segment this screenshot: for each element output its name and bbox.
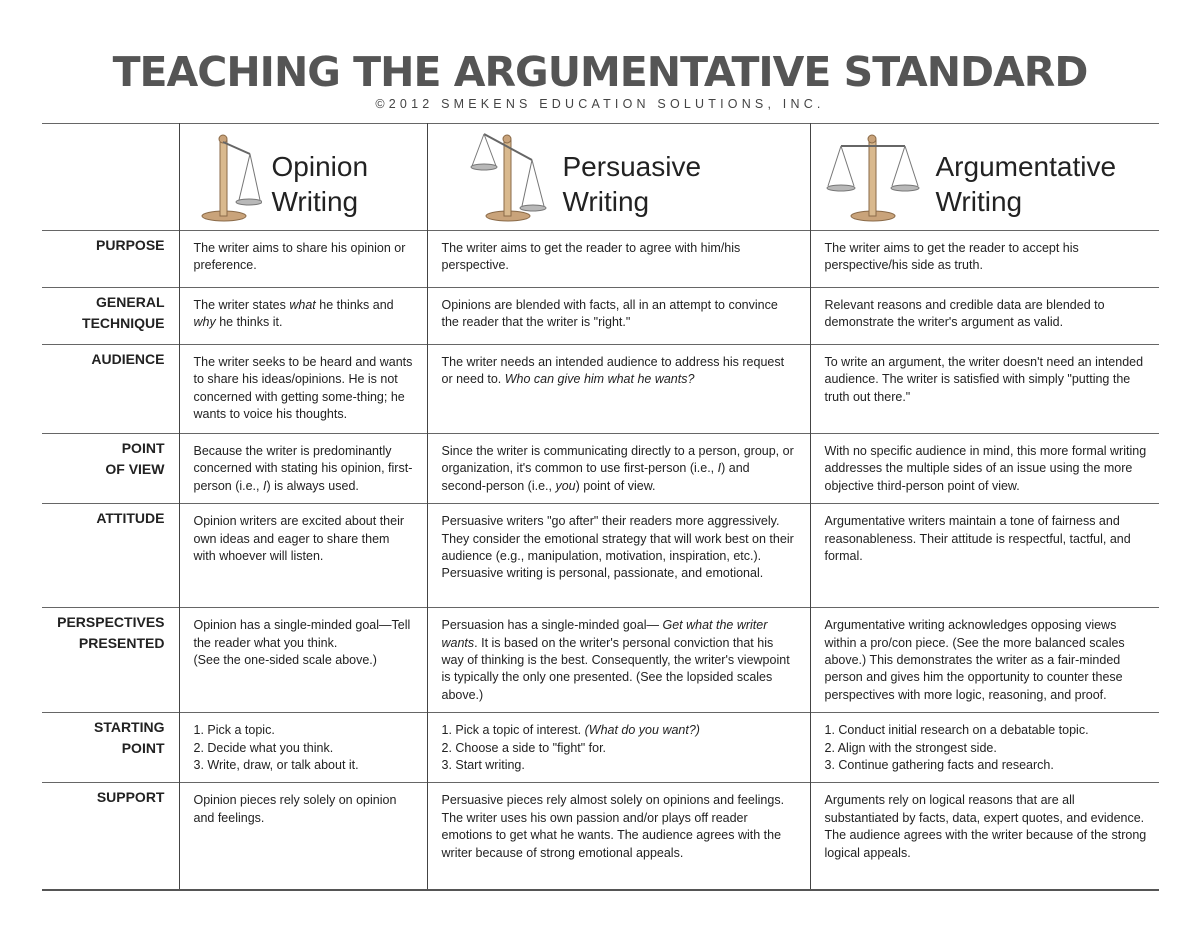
- row-label-line1: PERSPECTIVES: [57, 614, 165, 631]
- persuasive-cell: The writer needs an intended audience to address his request or need to. Who can give him what he wants?: [427, 345, 810, 434]
- comparison-table: [42, 123, 1159, 891]
- page-title: TEACHING THE ARGUMENTATIVE STANDARD: [112, 48, 1088, 96]
- opinion-title-line1: Opinion: [271, 151, 369, 182]
- opinion-cell: 1. Pick a topic. 2. Decide what you think. 3. Write, draw, or talk about it.: [179, 713, 427, 783]
- opinion-cell: The writer aims to share his opinion or preference.: [179, 231, 427, 288]
- table-row: [42, 288, 1159, 345]
- row-label: [42, 608, 179, 713]
- row-label: [42, 288, 179, 345]
- persuasive-cell: The writer aims to get the reader to agree with him/his perspective.: [427, 231, 810, 288]
- row-label-line1: PURPOSE: [96, 237, 165, 253]
- row-label: [42, 504, 179, 608]
- argumentative-cell: Argumentative writers maintain a tone of fairness and reasonableness. Their attitude is respectful, tactful, and formal.: [810, 504, 1159, 608]
- argumentative-cell: To write an argument, the writer doesn't need an intended audience. The writer is satisfied with simply "putting the truth out there.": [810, 345, 1159, 434]
- balanced-scales-icon: [825, 130, 921, 226]
- argumentative-cell: Relevant reasons and credible data are blended to demonstrate the writer's argument as valid.: [810, 288, 1159, 345]
- opinion-cell: Opinion has a single-minded goal—Tell the reader what you think. (See the one-sided scale above.): [179, 608, 427, 713]
- row-label-line1: POINT: [121, 440, 165, 456]
- balanced-scale-icon: [192, 130, 262, 226]
- row-label-line1: STARTING: [93, 719, 165, 736]
- header-corner-cell: [42, 124, 179, 231]
- copyright-subtitle: ©2012 SMEKENS EDUCATION SOLUTIONS, INC.: [375, 97, 825, 111]
- row-label-line2: PRESENTED: [78, 635, 165, 652]
- table-row: [42, 345, 1159, 434]
- row-label-line2: OF VIEW: [105, 461, 165, 477]
- row-label-line2: POINT: [121, 740, 165, 757]
- argumentative-cell: 1. Conduct initial research on a debatable topic. 2. Align with the strongest side. 3. Continue gathering facts and research.: [810, 713, 1159, 783]
- opinion-title-line2: Writing: [271, 186, 359, 217]
- persuasive-cell: Opinions are blended with facts, all in an attempt to convince the reader that the writer is "right.": [427, 288, 810, 345]
- persuasive-cell: Persuasive writers "go after" their readers more aggressively. They consider the emotional strategy that will work best on their audience (e.g., manipulation, motivation, inspiration, etc.). Persuasive writing is personal, passionate, and emotional.: [427, 504, 810, 608]
- persuasive-cell: Persuasion has a single-minded goal— Get what the writer wants. It is based on the writer's personal conviction that his way of thinking is the best. Consequently, the writer's viewpoint is typically the only one presented. (See the lopsided scales above.): [427, 608, 810, 713]
- argumentative-title-line2: Writing: [935, 186, 1023, 217]
- opinion-cell: Opinion writers are excited about their own ideas and eager to share them with whoever will listen.: [179, 504, 427, 608]
- row-label: [42, 783, 179, 890]
- row-label-line1: GENERAL: [96, 294, 165, 310]
- row-label: [42, 231, 179, 288]
- persuasive-header-cell: [427, 124, 810, 231]
- row-label-line1: SUPPORT: [96, 789, 165, 806]
- table-body: [42, 231, 1159, 890]
- row-label: [42, 434, 179, 504]
- table-row: [42, 504, 1159, 608]
- argumentative-cell: The writer aims to get the reader to accept his perspective/his side as truth.: [810, 231, 1159, 288]
- argumentative-cell: Arguments rely on logical reasons that are all substantiated by facts, data, expert quotes, and evidence. The audience agrees with the writer because of the strong logical appeals.: [810, 783, 1159, 890]
- opinion-cell: The writer seeks to be heard and wants to share his ideas/opinions. He is not concerned with getting some-thing; he wants to voice his thoughts.: [179, 345, 427, 434]
- row-label-line2: TECHNIQUE: [82, 315, 165, 331]
- row-label: [42, 713, 179, 783]
- table-row: [42, 231, 1159, 288]
- lopsided-scale-icon: [470, 130, 560, 226]
- persuasive-title-line2: Writing: [562, 186, 650, 217]
- row-label-line1: ATTITUDE: [96, 510, 165, 527]
- table-row: [42, 434, 1159, 504]
- table-row: [42, 713, 1159, 783]
- argumentative-cell: Argumentative writing acknowledges opposing views within a pro/con piece. (See the more balanced scales above.) This demonstrates the writer as a fair-minded person and gives him the opportunity to counter these perspectives with more logic, reasoning, and proof.: [810, 608, 1159, 713]
- table-row: [42, 783, 1159, 890]
- argumentative-header-cell: [810, 124, 1159, 231]
- argumentative-cell: With no specific audience in mind, this more formal writing addresses the multiple sides of an issue using the more objective third-person point of view.: [810, 434, 1159, 504]
- persuasive-cell: Persuasive pieces rely almost solely on opinions and feelings. The writer uses his own passion and/or plays off reader emotions to get what he wants. The audience agrees with the writer because of strong emotional appeals.: [427, 783, 810, 890]
- opinion-cell: Opinion pieces rely solely on opinion and feelings.: [179, 783, 427, 890]
- argumentative-title-line1: Argumentative: [935, 151, 1117, 182]
- row-label-line1: AUDIENCE: [91, 351, 165, 367]
- table-row: [42, 608, 1159, 713]
- row-label: [42, 345, 179, 434]
- header-row: [42, 124, 1159, 231]
- opinion-header-cell: [179, 124, 427, 231]
- opinion-cell: The writer states what he thinks and why he thinks it.: [179, 288, 427, 345]
- persuasive-cell: Since the writer is communicating directly to a person, group, or organization, it's common to use first-person (i.e., I) and second-person (i.e., you) point of view.: [427, 434, 810, 504]
- persuasive-cell: 1. Pick a topic of interest. (What do you want?) 2. Choose a side to "fight" for. 3. Start writing.: [427, 713, 810, 783]
- persuasive-title-line1: Persuasive: [562, 151, 702, 182]
- opinion-cell: Because the writer is predominantly concerned with stating his opinion, first-person (i.e., I) is always used.: [179, 434, 427, 504]
